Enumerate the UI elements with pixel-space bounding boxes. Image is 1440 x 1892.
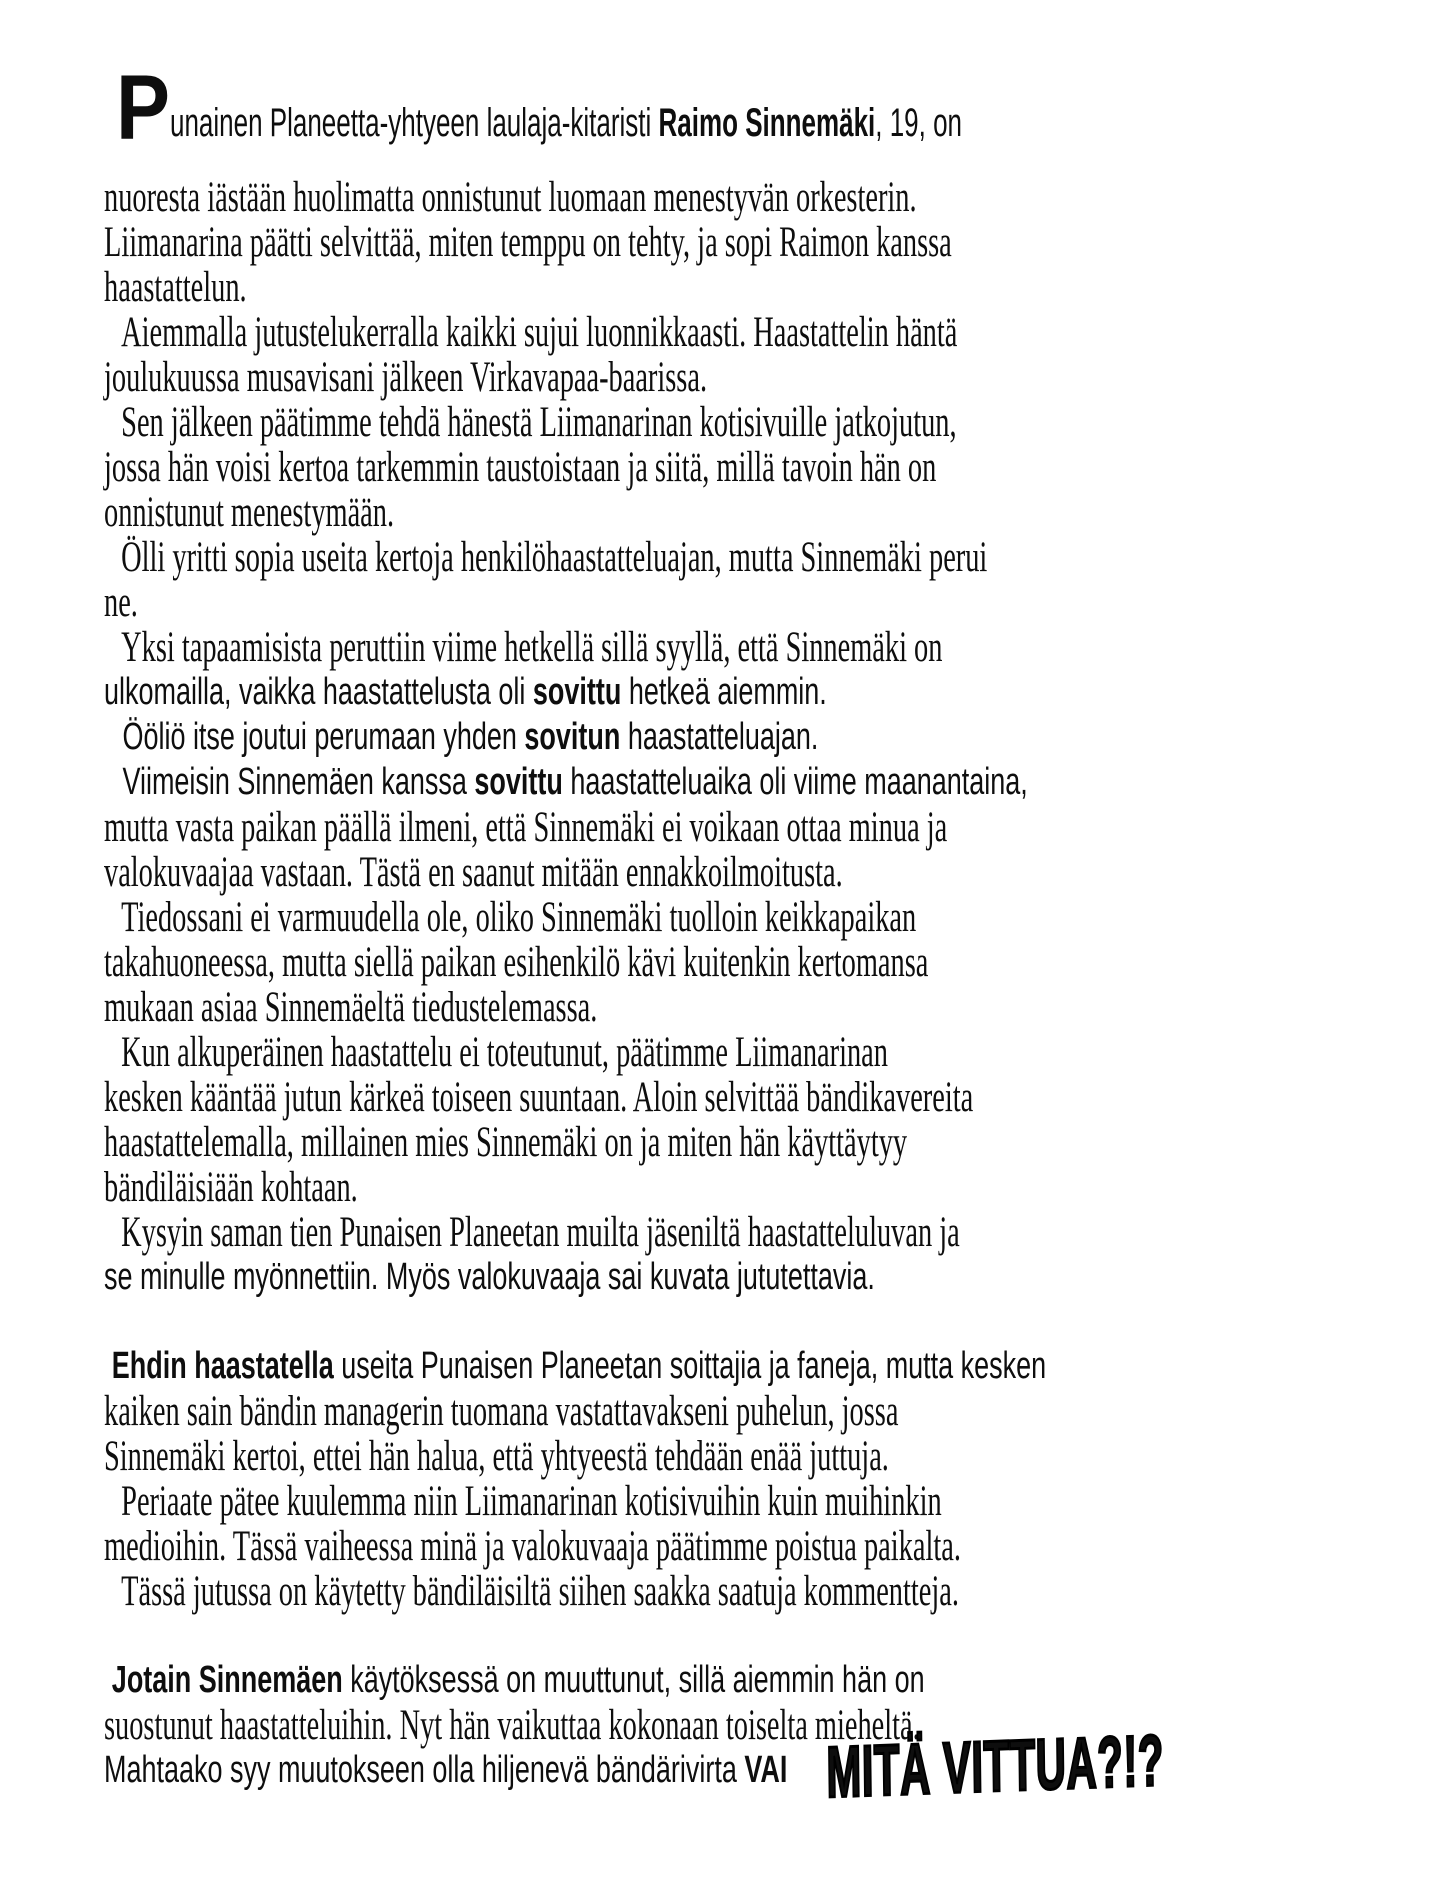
article-line [104,175,987,220]
article-line [104,580,987,625]
article-line [104,1569,987,1614]
bold-text-run: VAI [744,1749,788,1791]
text-run: mutta vasta paikan päällä ilmeni, että Sinnemäki ei voikaan ottaa minua ja [104,804,948,851]
stamp-text: MITÄ VITTUA?!? [825,1720,1165,1813]
text-run: Sinnemäki kertoi, ettei hän halua, että yhtyeestä tehdään enää juttuja. [104,1433,889,1480]
text-run: unainen Planeetta-yhtyeen laulaja-kitaristi [170,101,659,145]
article-line [104,1210,987,1255]
article-line [104,1344,1054,1389]
text-run: Tässä jutussa on käytetty bändiläisiltä siihen saakka saatuja kommentteja. [121,1568,959,1615]
text-run: valokuvaajaa vastaan. Tästä en saanut mitään ennakkoilmoitusta. [104,849,843,896]
text-run: bändiläisiään kohtaan. [104,1164,358,1211]
article-body [104,175,1440,1793]
text-run: suostunut haastatteluihin. Nyt hän vaikuttaa kokonaan toiselta mieheltä. [104,1702,920,1749]
lead-line [170,103,962,143]
article-line [104,265,987,310]
bold-text-run: sovitun [524,716,621,758]
article-line [104,1255,1054,1300]
drop-cap: P [116,57,171,159]
text-run: nuoresta iästään huolimatta onnistunut luomaan menestyvän orkesterin. [104,174,917,221]
article-line [104,670,1054,715]
text-run: Yksi tapaamisista peruttiin viime hetkellä sillä syyllä, että Sinnemäki on [121,624,943,671]
text-run: useita Punaisen Planeetan soittajia ja faneja, mutta kesken [333,1345,1047,1387]
article-line [104,1524,987,1569]
text-run: ne. [104,579,138,626]
article-line [104,220,987,265]
article-line [104,310,987,355]
text-run: hetkeä aiemmin. [621,671,827,713]
text-run: haastattelemalla, millainen mies Sinnemäki on ja miten hän käyttäytyy [104,1119,908,1166]
article-line [104,1479,987,1524]
text-run: takahuoneessa, mutta siellä paikan esihenkilö kävi kuitenkin kertomansa [104,939,929,986]
article-line [104,850,987,895]
text-run: Aiemmalla jutustelukerralla kaikki sujui luonnikkaasti. Haastattelin häntä [121,309,958,356]
article-line [104,1434,987,1479]
article-line [104,805,987,850]
text-run: käytöksessä on muuttunut, sillä aiemmin hän on [342,1659,925,1701]
article-line [104,715,1054,760]
text-run: ulkomailla, vaikka haastattelusta oli [104,671,533,713]
text-run: onnistunut menestymään. [104,489,395,536]
text-run: haastatteluaika oli viime maanantaina, [562,761,1028,803]
text-run: haastattelun. [104,264,247,311]
text-run: haastatteluajan. [620,716,819,758]
article-line [104,1389,987,1434]
article-line [104,760,1054,805]
article-line [104,400,987,445]
bold-text-run: Ehdin haastatella [111,1345,334,1387]
text-run: medioihin. Tässä vaiheessa minä ja valokuvaaja päätimme poistua paikalta. [104,1523,961,1570]
article-line [104,490,987,535]
text-run: , 19, on [875,101,962,145]
text-run: jossa hän voisi kertoa tarkemmin taustoistaan ja siitä, millä tavoin hän on [104,444,937,491]
article-line [104,1030,987,1075]
bold-text-run: Jotain Sinnemäen [111,1659,343,1701]
text-run: Kun alkuperäinen haastattelu ei toteutunut, päätimme Liimanarinan [121,1029,888,1076]
bold-text-run: Raimo Sinnemäki [658,101,876,145]
text-run: Kysyin saman tien Punaisen Planeetan muilta jäseniltä haastatteluluvan ja [121,1209,960,1256]
text-run: joulukuussa musavisani jälkeen Virkavapaa-baarissa. [104,354,708,401]
article-line [104,1075,987,1120]
article-line [104,940,987,985]
text-run: Mahtaako syy muutokseen olla hiljenevä bändärivirta [104,1749,745,1791]
article-line [104,1165,987,1210]
article-line [104,625,987,670]
text-run: Liimanarina päätti selvittää, miten temppu on tehty, ja sopi Raimon kanssa [104,219,952,266]
article-line [104,535,987,580]
article-line [104,895,987,940]
text-run: mukaan asiaa Sinnemäeltä tiedustelemassa. [104,984,598,1031]
bold-text-run: sovittu [532,671,622,713]
text-run: se minulle myönnettiin. Myös valokuvaaja sai kuvata jututettavia. [104,1256,875,1298]
text-run: Periaate pätee kuulemma niin Liimanarinan kotisivuihin kuin muihinkin [121,1478,942,1525]
text-run: Ööliö itse joutui perumaan yhden [122,716,525,758]
text-run: Tiedossani ei varmuudella ole, oliko Sinnemäki tuolloin keikkapaikan [121,894,917,941]
text-run: Viimeisin Sinnemäen kanssa [122,761,475,803]
article-line [104,985,987,1030]
article-line [104,355,987,400]
text-run: kaiken sain bändin managerin tuomana vastattavakseni puhelun, jossa [104,1388,899,1435]
article-line [104,1120,987,1165]
text-run: kesken kääntää jutun kärkeä toiseen suuntaan. Aloin selvittää bändikavereita [104,1074,974,1121]
article-line [104,445,987,490]
article-line [104,1658,1054,1703]
text-run: Sen jälkeen päätimme tehdä hänestä Liimanarinan kotisivuille jatkojutun, [121,399,957,446]
text-run: Ölli yritti sopia useita kertoja henkilöhaastatteluajan, mutta Sinnemäki perui [121,534,988,581]
bold-text-run: sovittu [474,761,563,803]
